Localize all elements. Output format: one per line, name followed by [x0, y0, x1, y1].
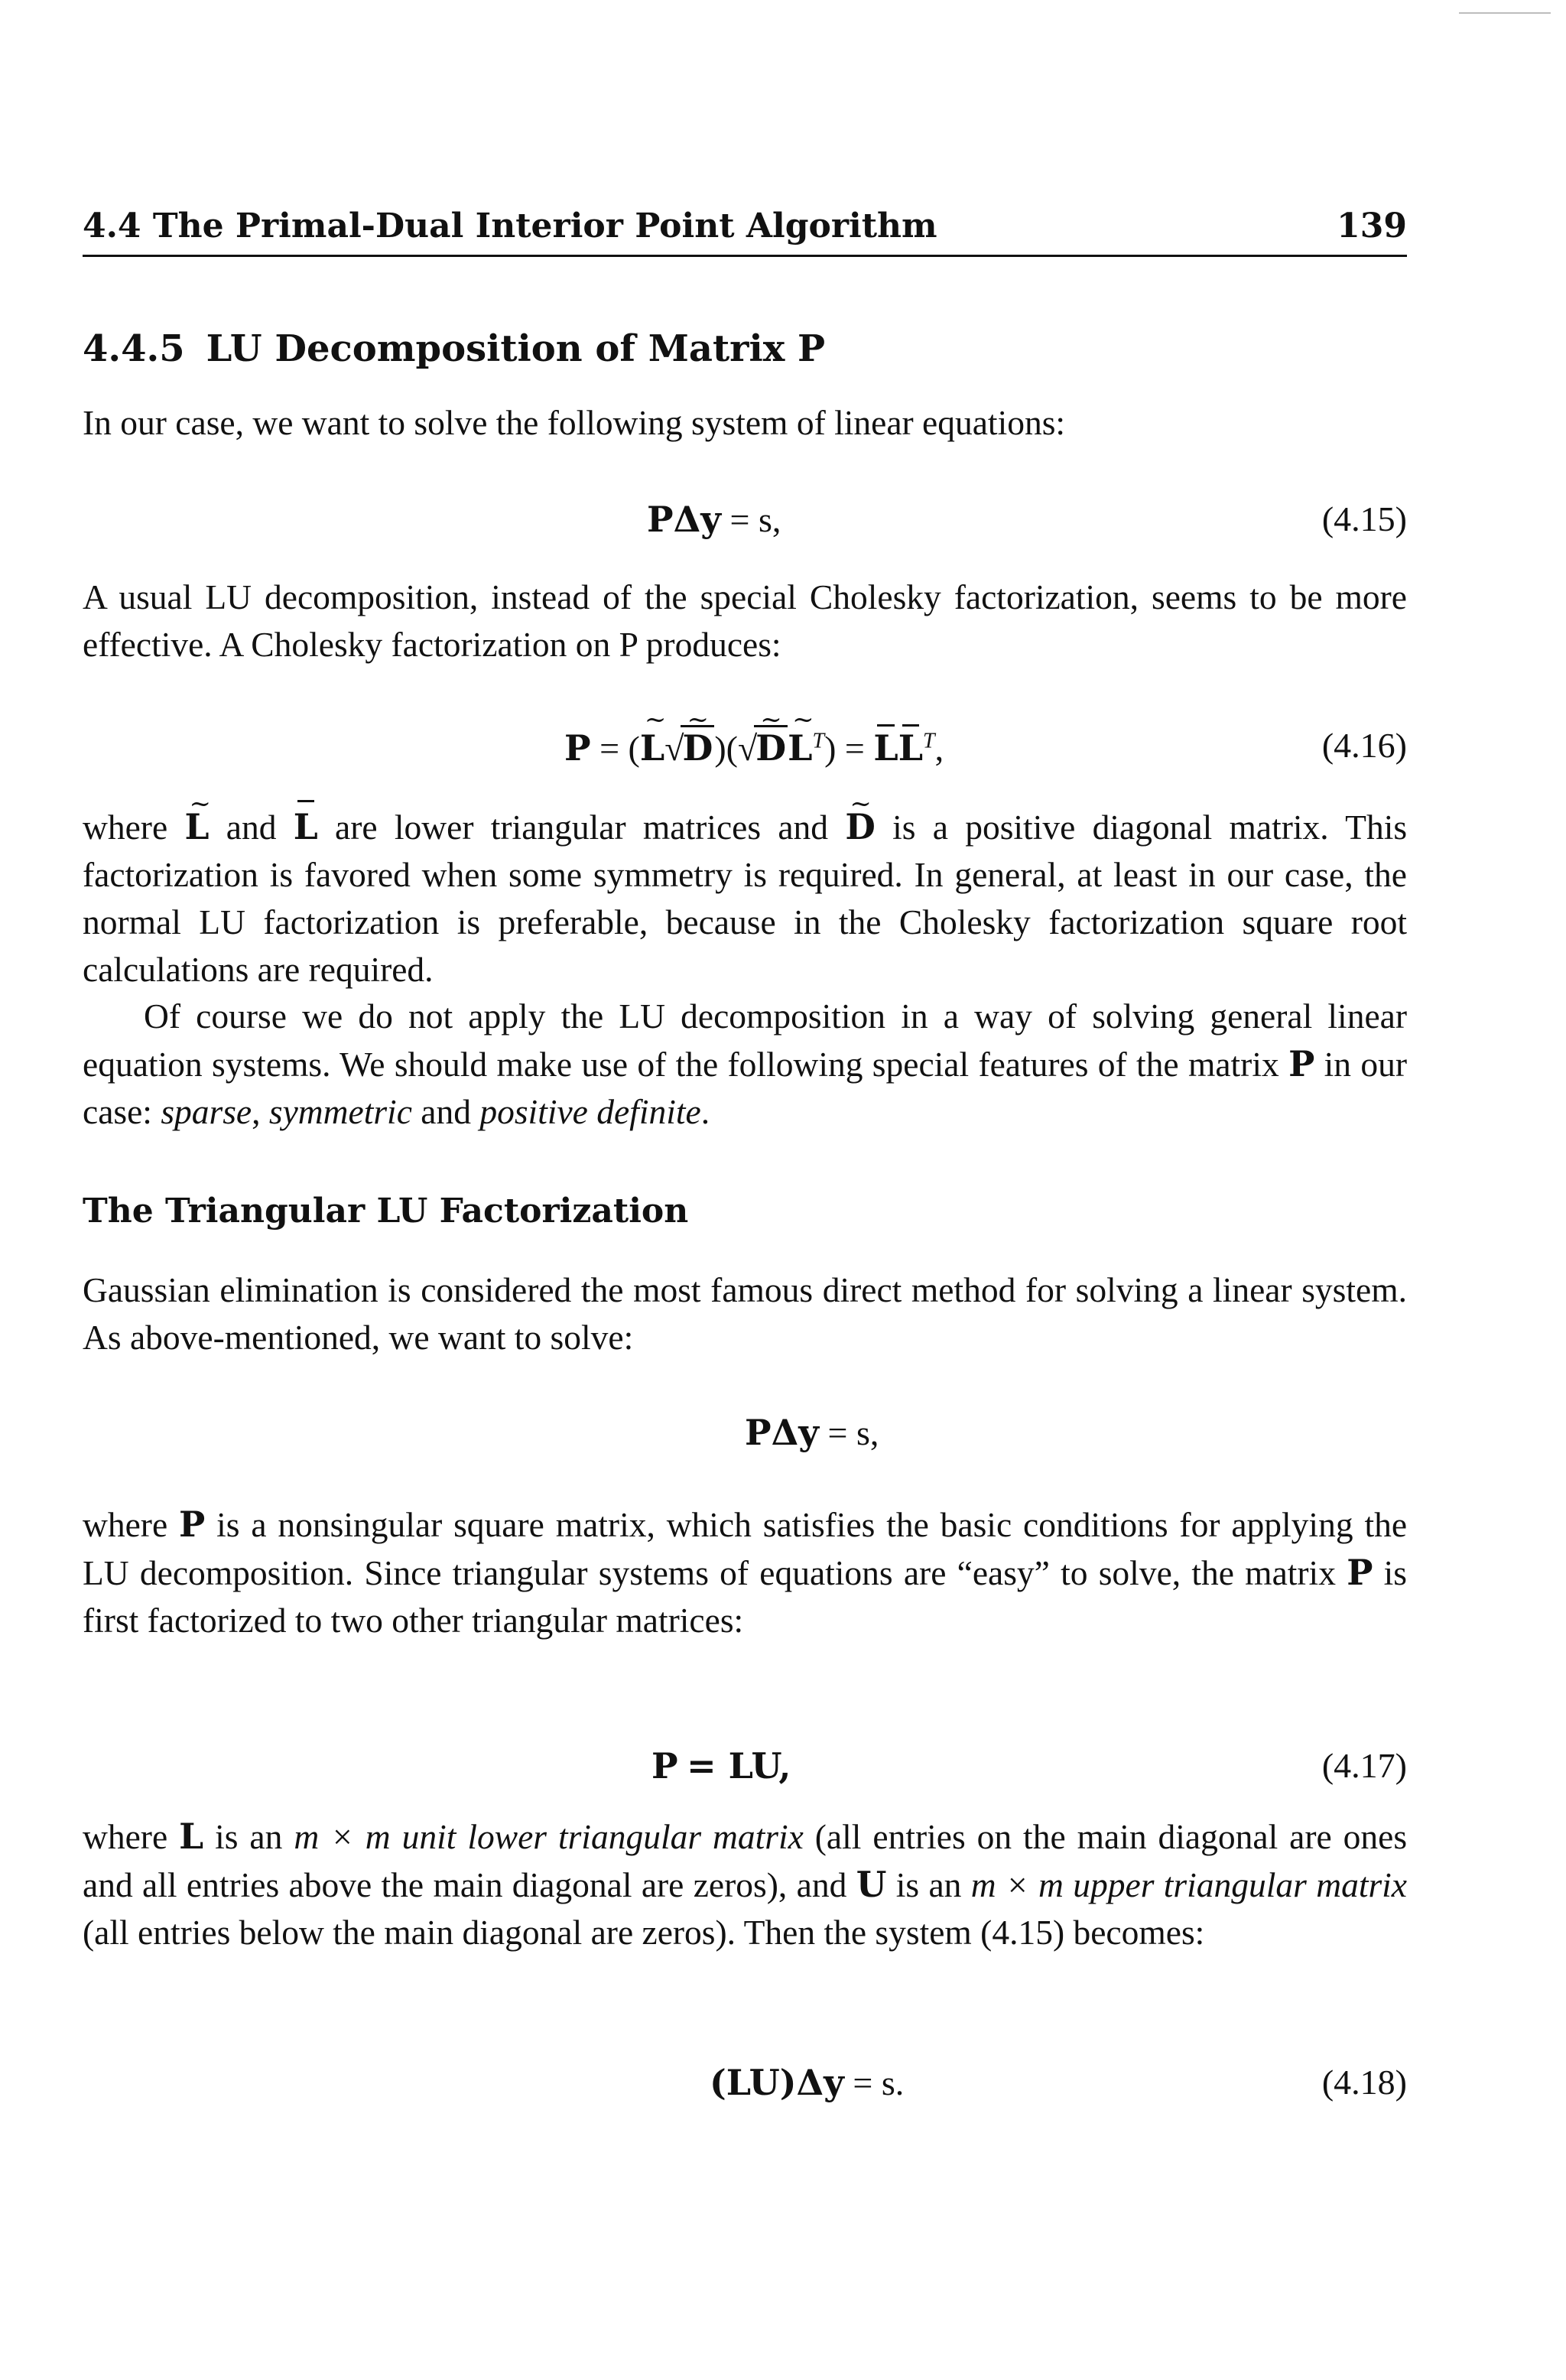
running-title: 4.4 The Primal-Dual Interior Point Algorithm: [83, 206, 937, 245]
paragraph-2: A usual LU decomposition, instead of the special Cholesky factorization, seems to be more effective. A Cholesky factorization on P produces:: [83, 577, 1407, 664]
sqrt-icon: √: [664, 729, 684, 768]
p4-period: .: [700, 1092, 710, 1131]
p7-upper: upper triangular matrix: [1073, 1865, 1407, 1904]
p7-dimension-2: m × m: [970, 1865, 1064, 1904]
p3-dtilde: ~ D: [845, 803, 875, 850]
eq-4-17-lhs: P: [651, 1745, 678, 1787]
equation-4-15: [83, 499, 1407, 552]
eq-4-16-transpose-2: T: [923, 729, 935, 753]
running-header: [83, 206, 1407, 257]
eq-4-16-eq1: =: [599, 729, 620, 768]
eq-4-18-lhs: (LU)Δy: [710, 2062, 844, 2103]
p4-comma: ,: [252, 1092, 261, 1131]
eq-4-16-p: P: [564, 727, 591, 769]
paragraph-1: In our case, we want to solve the following system of linear equations:: [83, 403, 1066, 442]
p3-and: and: [226, 808, 277, 847]
p6-text-c: is first factorized to two other triangular matrices:: [83, 1553, 1407, 1640]
p7-where: where: [83, 1817, 168, 1856]
p3-ltilde: ~ L: [184, 803, 209, 850]
section-heading: [83, 327, 825, 370]
eq-un-rhs: = s,: [827, 1413, 879, 1452]
eq-4-15-lhs: PΔy: [647, 499, 722, 540]
p7-is-an-2: is an: [895, 1865, 962, 1904]
p6-text-b: is a nonsingular square matrix, which satisfies the basic conditions for applying the LU decomposition. Since triangular systems of equations are “easy” to solve, the matrix: [83, 1505, 1408, 1592]
eq-4-15-tag: (4.15): [1321, 499, 1407, 538]
eq-4-16-ltilde: ~ L: [640, 727, 664, 769]
eq-4-18-tag: (4.18): [1321, 2063, 1407, 2102]
sqrt-icon: √: [738, 729, 758, 768]
eq-4-16-dtilde: ~ D: [682, 727, 713, 769]
p6-matrix-p: P: [179, 1504, 206, 1545]
p4-text-b: in our case:: [83, 1045, 1408, 1131]
p4-symmetric: symmetric: [268, 1092, 412, 1131]
paragraph-5: Gaussian elimination is considered the most famous direct method for solving a linear system. As above-mentioned, we want to solve:: [83, 1270, 1407, 1357]
subsection-heading: The Triangular LU Factorization: [83, 1192, 689, 1231]
p3-lbar: L: [294, 803, 318, 850]
section-title: LU Decomposition of Matrix P: [206, 327, 826, 370]
p3-text-a: are lower triangular matrices and: [335, 808, 829, 847]
eq-4-16-transpose: T: [812, 729, 825, 753]
paragraph-3: [83, 803, 1407, 993]
scan-edge-mark: [1459, 12, 1551, 14]
eq-4-16-lbar-2: L: [898, 727, 924, 769]
equation-4-17: [83, 1745, 1407, 1799]
p7-text-c: (all entries on the main diagonal are ones and all entries above the main diagonal are zeros), and: [83, 1817, 1408, 1904]
eq-4-15-rhs: = s,: [729, 500, 781, 539]
equation-4-16: P = (~ L√~ D)(√~ D~ $L^T) = LL^T$, (4.16): [83, 725, 1407, 779]
eq-4-18-rhs: = s.: [853, 2063, 905, 2102]
p4-positive-definite: positive definite: [479, 1092, 701, 1131]
eq-4-17-rhs: = LU,: [687, 1745, 791, 1787]
p4-sparse: sparse: [161, 1092, 252, 1131]
paragraph-7: [83, 1813, 1407, 1956]
eq-4-16-eq2: =: [844, 729, 865, 768]
paragraph-6: [83, 1501, 1407, 1644]
p3-text-b: is a positive diagonal matrix. This factorization is favored when some symmetry is required. In general, at least in our case, the normal LU factorization is preferable, because in the Cholesky factorization square root calculations are required.: [83, 808, 1408, 989]
p7-text-e: (all entries below the main diagonal are zeros). Then the system (4.15) becomes:: [83, 1913, 1205, 1952]
eq-4-16-ltilde-2: ~ L: [788, 727, 812, 769]
p4-text-a: Of course we do not apply the LU decomposition in a way of solving general linear equation systems. We should make use of the following special features of the matrix: [83, 997, 1407, 1084]
p7-matrix-u: U: [856, 1864, 887, 1905]
paragraph-4: [83, 993, 1407, 1136]
eq-4-17-tag: (4.17): [1321, 1746, 1407, 1785]
p7-unit-lower: unit lower triangular matrix: [401, 1817, 804, 1856]
section-number: 4.4.5: [83, 327, 185, 370]
p6-matrix-p-2: P: [1347, 1552, 1373, 1593]
p7-dimension: m × m: [294, 1817, 391, 1856]
eq-4-16-lbar: L: [873, 727, 898, 769]
p7-is-an: is an: [215, 1817, 283, 1856]
equation-unnumbered: [83, 1412, 1407, 1465]
equation-4-18: [83, 2062, 1407, 2115]
p6-where: where: [83, 1505, 168, 1544]
p3-where: where: [83, 808, 168, 847]
eq-un-lhs: PΔy: [745, 1412, 820, 1453]
p7-matrix-l: L: [179, 1816, 204, 1857]
p4-and: and: [421, 1092, 471, 1131]
eq-4-16-dtilde-2: ~ D: [755, 727, 786, 769]
page-number: 139: [1337, 206, 1407, 245]
eq-4-16-tag: (4.16): [1321, 726, 1407, 765]
p4-matrix-p: P: [1288, 1043, 1315, 1084]
